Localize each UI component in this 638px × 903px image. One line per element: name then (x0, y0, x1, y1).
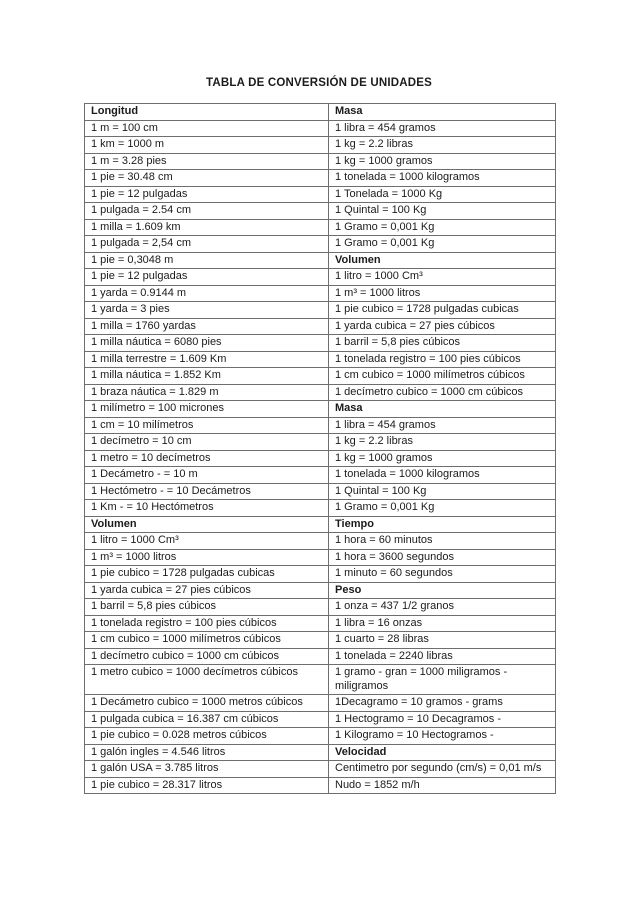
table-cell-left: 1 metro cubico = 1000 decímetros cúbicos (85, 665, 329, 695)
table-row (85, 744, 556, 761)
table-cell-left: 1 yarda = 3 pies (85, 302, 329, 319)
table-cell-left: 1 milla = 1760 yardas (85, 318, 329, 335)
table-cell-left: 1 pie cubico = 1728 pulgadas cubicas (85, 566, 329, 583)
table-cell-left: Volumen (85, 516, 329, 533)
table-row (85, 219, 556, 236)
table-cell-right: Masa (329, 104, 556, 121)
table-cell-right: Velocidad (329, 744, 556, 761)
table-cell-left: 1 yarda = 0.9144 m (85, 285, 329, 302)
table-cell-left: 1 pie = 30.48 cm (85, 170, 329, 187)
table-cell-right: 1 libra = 454 gramos (329, 120, 556, 137)
table-row (85, 335, 556, 352)
table-cell-left: 1 pie cubico = 28.317 litros (85, 777, 329, 794)
table-cell-left: 1 galón USA = 3.785 litros (85, 761, 329, 778)
table-cell-left: 1 m³ = 1000 litros (85, 549, 329, 566)
table-row (85, 728, 556, 745)
table-cell-left: 1 galón ingles = 4.546 litros (85, 744, 329, 761)
table-cell-right: 1 tonelada = 2240 libras (329, 648, 556, 665)
table-row (85, 695, 556, 712)
conversion-table (84, 103, 556, 794)
table-row (85, 153, 556, 170)
table-row (85, 549, 556, 566)
table-cell-right: 1Decagramo = 10 gramos - grams (329, 695, 556, 712)
table-cell-right: 1 kg = 2.2 libras (329, 434, 556, 451)
table-cell-right: 1 Quintal = 100 Kg (329, 483, 556, 500)
table-cell-right: 1 minuto = 60 segundos (329, 566, 556, 583)
table-cell-left: 1 pie = 0,3048 m (85, 252, 329, 269)
table-row (85, 137, 556, 154)
table-row (85, 285, 556, 302)
table-cell-left: 1 cm = 10 milímetros (85, 417, 329, 434)
table-row (85, 483, 556, 500)
table-row (85, 648, 556, 665)
table-row (85, 450, 556, 467)
table-cell-right: 1 Kilogramo = 10 Hectogramos - (329, 728, 556, 745)
table-cell-left: 1 milla = 1.609 km (85, 219, 329, 236)
table-row (85, 632, 556, 649)
table-cell-left: 1 metro = 10 decímetros (85, 450, 329, 467)
table-cell-right: Masa (329, 401, 556, 418)
table-cell-left: 1 barril = 5,8 pies cúbicos (85, 599, 329, 616)
table-row (85, 417, 556, 434)
table-row (85, 302, 556, 319)
table-cell-left: 1 pie = 12 pulgadas (85, 269, 329, 286)
table-cell-left: 1 cm cubico = 1000 milímetros cúbicos (85, 632, 329, 649)
table-row (85, 384, 556, 401)
table-row (85, 500, 556, 517)
table-row (85, 516, 556, 533)
table-cell-left: 1 Decámetro cubico = 1000 metros cúbicos (85, 695, 329, 712)
table-cell-left: 1 tonelada registro = 100 pies cúbicos (85, 615, 329, 632)
table-cell-left: 1 Hectómetro - = 10 Decámetros (85, 483, 329, 500)
table-cell-right: 1 Tonelada = 1000 Kg (329, 186, 556, 203)
table-cell-left: 1 pulgada cubica = 16.387 cm cúbicos (85, 711, 329, 728)
table-cell-right: 1 tonelada = 1000 kilogramos (329, 170, 556, 187)
table-row (85, 104, 556, 121)
table-cell-right: 1 hora = 60 minutos (329, 533, 556, 550)
table-cell-left: 1 pulgada = 2,54 cm (85, 236, 329, 253)
table-cell-right: Peso (329, 582, 556, 599)
page-title: TABLA DE CONVERSIÓN DE UNIDADES (206, 77, 432, 89)
table-row (85, 203, 556, 220)
table-cell-left: Longitud (85, 104, 329, 121)
table-cell-right: 1 onza = 437 1/2 granos (329, 599, 556, 616)
table-cell-right: 1 tonelada registro = 100 pies cúbicos (329, 351, 556, 368)
table-row (85, 665, 556, 695)
table-cell-right: Nudo = 1852 m/h (329, 777, 556, 794)
table-row (85, 236, 556, 253)
table-row (85, 599, 556, 616)
table-cell-left: 1 decímetro cubico = 1000 cm cúbicos (85, 648, 329, 665)
table-cell-left: 1 pie cubico = 0.028 metros cúbicos (85, 728, 329, 745)
table-cell-right: 1 barril = 5,8 pies cúbicos (329, 335, 556, 352)
table-row (85, 401, 556, 418)
table-body (85, 104, 556, 794)
table-cell-right: Centimetro por segundo (cm/s) = 0,01 m/s (329, 761, 556, 778)
table-row (85, 252, 556, 269)
table-cell-right: 1 yarda cubica = 27 pies cúbicos (329, 318, 556, 335)
table-cell-left: 1 km = 1000 m (85, 137, 329, 154)
table-row (85, 582, 556, 599)
table-cell-left: 1 milla náutica = 1.852 Km (85, 368, 329, 385)
table-cell-right: 1 cuarto = 28 libras (329, 632, 556, 649)
table-cell-right: 1 gramo - gran = 1000 miligramos - miligramos (329, 665, 556, 695)
table-row (85, 434, 556, 451)
table-row (85, 566, 556, 583)
table-row (85, 533, 556, 550)
table-cell-left: 1 braza náutica = 1.829 m (85, 384, 329, 401)
table-row (85, 269, 556, 286)
table-cell-right: 1 hora = 3600 segundos (329, 549, 556, 566)
table-row (85, 777, 556, 794)
table-row (85, 368, 556, 385)
table-cell-right: 1 pie cubico = 1728 pulgadas cubicas (329, 302, 556, 319)
table-cell-left: 1 Km - = 10 Hectómetros (85, 500, 329, 517)
table-cell-left: 1 pulgada = 2.54 cm (85, 203, 329, 220)
table-cell-right: 1 tonelada = 1000 kilogramos (329, 467, 556, 484)
table-cell-left: 1 yarda cubica = 27 pies cúbicos (85, 582, 329, 599)
table-row (85, 186, 556, 203)
table-cell-right: 1 cm cubico = 1000 milímetros cúbicos (329, 368, 556, 385)
table-row (85, 318, 556, 335)
table-cell-right: 1 Gramo = 0,001 Kg (329, 236, 556, 253)
table-cell-left: 1 milla náutica = 6080 pies (85, 335, 329, 352)
table-cell-left: 1 milímetro = 100 micrones (85, 401, 329, 418)
table-row (85, 351, 556, 368)
table-cell-right: 1 m³ = 1000 litros (329, 285, 556, 302)
table-cell-right: 1 kg = 2.2 libras (329, 137, 556, 154)
table-cell-left: 1 pie = 12 pulgadas (85, 186, 329, 203)
table-cell-right: 1 Quintal = 100 Kg (329, 203, 556, 220)
table-cell-right: Tiempo (329, 516, 556, 533)
table-cell-right: 1 litro = 1000 Cm³ (329, 269, 556, 286)
table-cell-right: 1 decímetro cubico = 1000 cm cúbicos (329, 384, 556, 401)
table-cell-left: 1 m = 100 cm (85, 120, 329, 137)
table-row (85, 120, 556, 137)
table-row (85, 170, 556, 187)
table-cell-left: 1 litro = 1000 Cm³ (85, 533, 329, 550)
table-cell-right: 1 libra = 16 onzas (329, 615, 556, 632)
table-cell-right: 1 kg = 1000 gramos (329, 153, 556, 170)
table-row (85, 761, 556, 778)
table-cell-right: 1 Gramo = 0,001 Kg (329, 500, 556, 517)
table-cell-left: 1 decímetro = 10 cm (85, 434, 329, 451)
table-cell-right: 1 kg = 1000 gramos (329, 450, 556, 467)
table-cell-left: 1 milla terrestre = 1.609 Km (85, 351, 329, 368)
table-row (85, 711, 556, 728)
table-cell-left: 1 Decámetro - = 10 m (85, 467, 329, 484)
table-cell-right: 1 Gramo = 0,001 Kg (329, 219, 556, 236)
table-cell-right: Volumen (329, 252, 556, 269)
table-row (85, 615, 556, 632)
table-cell-right: 1 Hectogramo = 10 Decagramos - (329, 711, 556, 728)
table-row (85, 467, 556, 484)
table-cell-left: 1 m = 3.28 pies (85, 153, 329, 170)
table-cell-right: 1 libra = 454 gramos (329, 417, 556, 434)
